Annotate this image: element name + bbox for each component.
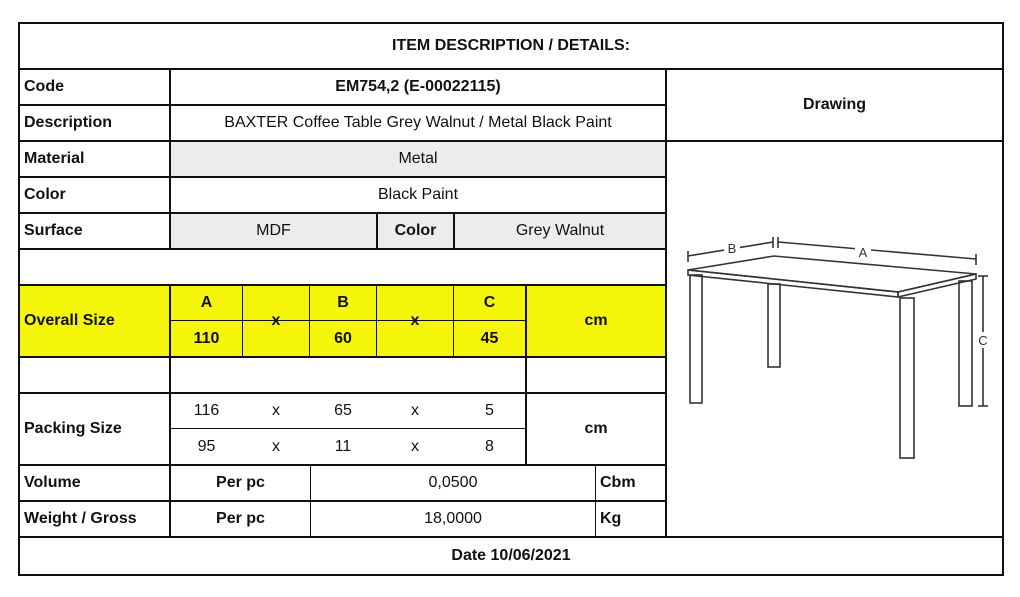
drawing-label: Drawing xyxy=(802,96,867,113)
overall-a-value: 110 xyxy=(193,329,220,347)
surface-color-label: Color xyxy=(394,222,437,239)
packing-size-label: Packing Size xyxy=(24,420,122,437)
description-label: Description xyxy=(24,114,113,131)
color-value: Black Paint xyxy=(377,186,459,203)
code-label: Code xyxy=(24,78,64,95)
grid-line xyxy=(18,248,666,250)
grid-line xyxy=(18,356,666,358)
packing-unit: cm xyxy=(584,420,608,437)
surface-label: Surface xyxy=(24,222,83,239)
overall-x-2: x xyxy=(410,312,420,329)
overall-x-1: x xyxy=(271,312,281,329)
packing-r2-c: 8 xyxy=(485,437,494,455)
page-title: ITEM DESCRIPTION / DETAILS: xyxy=(392,37,630,54)
description-value: BAXTER Coffee Table Grey Walnut / Metal Black Paint xyxy=(224,114,612,131)
material-value: Metal xyxy=(398,150,438,167)
volume-value: 0,0500 xyxy=(428,474,478,491)
date-footer: Date 10/06/2021 xyxy=(451,547,571,564)
overall-c-header: C xyxy=(483,294,496,311)
surface-value: MDF xyxy=(256,222,291,239)
weight-per: Per pc xyxy=(216,510,265,527)
dimension-a-line xyxy=(778,242,976,259)
overall-size-label: Overall Size xyxy=(24,312,115,329)
dimension-b-text: B xyxy=(727,241,737,256)
packing-r2-x2: x xyxy=(411,437,419,455)
overall-b-header: B xyxy=(337,294,349,311)
dimension-c-text: C xyxy=(978,333,988,348)
volume-per: Per pc xyxy=(216,474,265,491)
surface-color-value: Grey Walnut xyxy=(515,222,605,239)
volume-label: Volume xyxy=(24,474,81,491)
weight-label: Weight / Gross xyxy=(24,510,137,527)
weight-unit: Kg xyxy=(600,510,622,527)
packing-r2-x1: x xyxy=(272,437,280,455)
leg-back-left xyxy=(768,284,780,367)
overall-a-header: A xyxy=(200,294,213,311)
packing-r1-b: 65 xyxy=(334,402,352,419)
material-label: Material xyxy=(24,150,85,167)
leg-front-left xyxy=(690,275,702,403)
grid-line xyxy=(18,574,1004,576)
table-drawing xyxy=(670,232,1000,467)
tabletop-front-edge xyxy=(688,270,898,297)
leg-back-right xyxy=(959,281,972,406)
code-value: EM754,2 (E-00022115) xyxy=(335,78,501,95)
grid-line xyxy=(1002,22,1004,576)
leg-front-right xyxy=(900,298,914,458)
overall-b-value: 60 xyxy=(334,329,352,347)
packing-r1-c: 5 xyxy=(485,402,494,419)
packing-r1-x2: x xyxy=(411,402,419,419)
volume-unit: Cbm xyxy=(600,474,636,491)
overall-unit: cm xyxy=(584,312,608,329)
packing-r2-a: 95 xyxy=(197,437,216,455)
weight-value: 18,0000 xyxy=(424,510,482,527)
color-label: Color xyxy=(24,186,66,203)
dimension-a-text: A xyxy=(858,245,868,260)
tabletop-side-edge xyxy=(898,274,976,297)
overall-c-value: 45 xyxy=(480,329,499,347)
packing-r2-b: 11 xyxy=(334,437,352,455)
packing-r1-x1: x xyxy=(272,402,280,419)
packing-r1-a: 116 xyxy=(193,402,220,419)
